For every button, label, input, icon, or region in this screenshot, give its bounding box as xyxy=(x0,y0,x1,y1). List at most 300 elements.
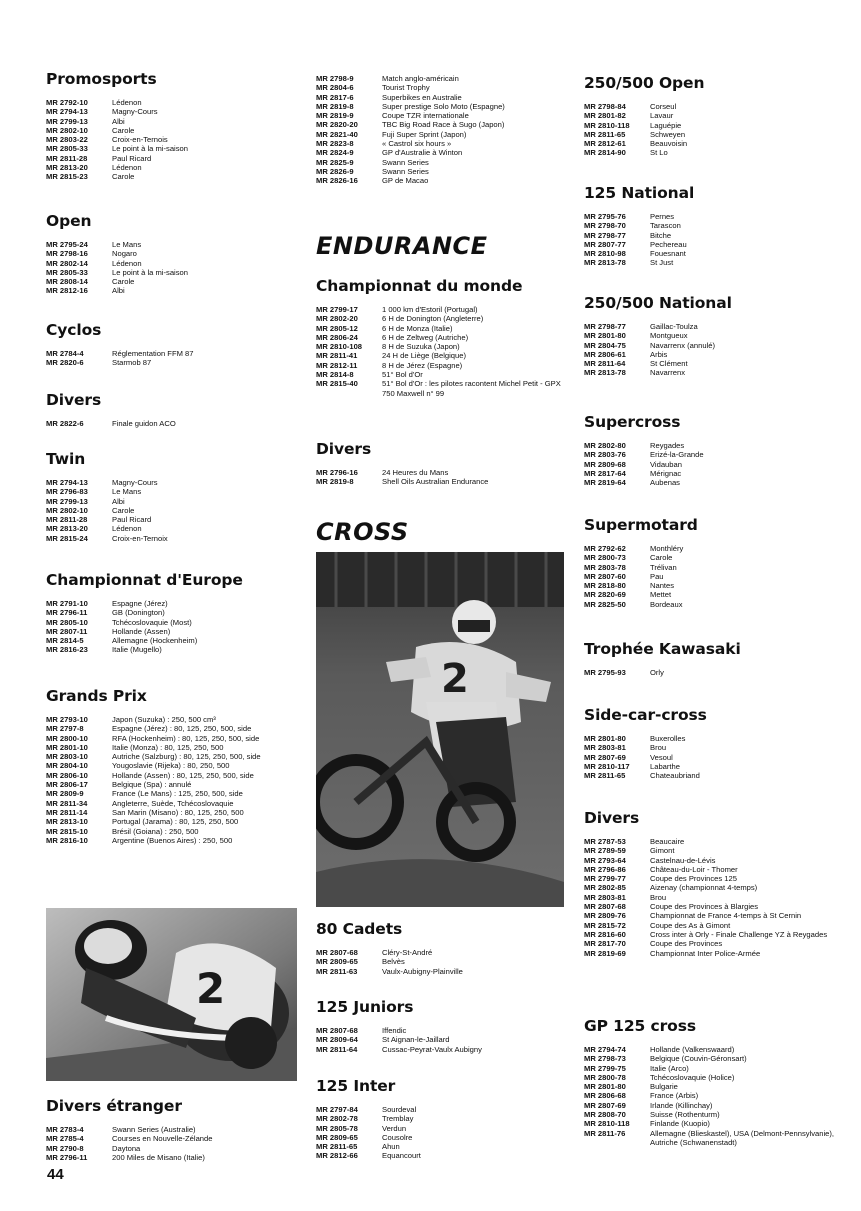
entry-list xyxy=(46,240,298,296)
issue-reference: MR 2806-68 xyxy=(584,1091,626,1101)
event-description: Cléry-St-André xyxy=(382,948,433,957)
issue-reference: MR 2804-75 xyxy=(584,340,626,350)
entry-list xyxy=(584,668,838,677)
event-description: Coupe des Provinces à Blargies xyxy=(650,902,759,912)
event-description: Réglementation FFM 87 xyxy=(112,349,194,358)
event-description: Ahun xyxy=(382,1142,400,1152)
issue-reference: MR 2812-11 xyxy=(316,360,358,370)
issue-reference: MR 2809-64 xyxy=(316,1035,358,1045)
event-description: Navarrenx (annulé) xyxy=(650,340,715,350)
section-title: Divers xyxy=(584,809,640,827)
issue-reference: MR 2799-13 xyxy=(46,116,88,126)
event-description: Sourdeval xyxy=(382,1105,417,1114)
list-item xyxy=(46,799,298,808)
event-description: 8 H de Suzuka (Japon) xyxy=(382,342,460,352)
issue-reference: MR 2808-14 xyxy=(46,277,88,287)
list-item xyxy=(46,524,298,533)
section-title: 250/500 Open xyxy=(584,74,705,92)
issue-reference: MR 2803-81 xyxy=(584,743,626,753)
event-description: Chateaubriand xyxy=(650,771,700,781)
event-description: Equancourt xyxy=(382,1151,421,1161)
event-description: France (Le Mans) : 125, 250, 500, side xyxy=(112,789,243,799)
section-title: Grands Prix xyxy=(46,687,147,705)
section-title: 80 Cadets xyxy=(316,920,403,938)
issue-reference: MR 2813-20 xyxy=(46,163,88,173)
issue-reference: MR 2794-13 xyxy=(46,478,88,487)
list-item xyxy=(46,608,298,617)
event-description: Daytona xyxy=(112,1143,141,1153)
event-description: TBC Big Road Race à Sugo (Japon) xyxy=(382,120,505,130)
issue-reference: MR 2798-84 xyxy=(584,102,626,111)
issue-reference: MR 2783-4 xyxy=(46,1125,84,1134)
issue-reference: MR 2816-60 xyxy=(584,929,626,939)
event-description: Tchécoslovaquie (Most) xyxy=(112,617,192,627)
list-item xyxy=(584,139,838,148)
list-item xyxy=(316,967,566,976)
list-item xyxy=(584,668,838,677)
issue-reference: MR 2811-63 xyxy=(316,966,358,976)
issue-reference: MR 2811-65 xyxy=(316,1142,358,1152)
event-description: Match anglo-américain xyxy=(382,74,459,83)
event-description: Italie (Mugello) xyxy=(112,645,162,655)
section-125-juniors xyxy=(316,998,566,1054)
list-item xyxy=(584,441,838,450)
issue-reference: MR 2809-9 xyxy=(46,789,84,799)
event-description: Cussac-Peyrat-Vaulx Aubigny xyxy=(382,1044,482,1054)
event-description: Monthléry xyxy=(650,544,684,553)
entry-list xyxy=(584,837,838,958)
issue-reference: MR 2803-10 xyxy=(46,752,88,762)
entry-list xyxy=(46,98,298,182)
list-item xyxy=(584,865,838,874)
list-item xyxy=(316,957,566,966)
section-title: 125 National xyxy=(584,184,695,202)
list-item xyxy=(584,1064,838,1073)
event-description: Labarthe xyxy=(650,761,680,771)
issue-reference: MR 2790-8 xyxy=(46,1143,84,1153)
event-description: Cross inter à Orly - Finale Challenge YZ à Reygades xyxy=(650,929,828,939)
list-item xyxy=(46,734,298,743)
event-description: Pechereau xyxy=(650,239,687,249)
issue-reference: MR 2796-86 xyxy=(584,864,626,874)
event-description: 1 000 km d'Estoril (Portugal) xyxy=(382,305,478,314)
list-item xyxy=(316,314,566,323)
list-item xyxy=(46,808,298,817)
entry-list xyxy=(316,948,566,976)
event-description: Croix-en-Ternoix xyxy=(112,533,168,543)
event-description: Arbis xyxy=(650,349,668,359)
list-item xyxy=(46,817,298,826)
event-description: Verdun xyxy=(382,1123,407,1133)
list-item xyxy=(584,322,838,331)
list-item xyxy=(584,581,838,590)
issue-reference: MR 2802-20 xyxy=(316,314,358,324)
list-item xyxy=(46,419,298,428)
cross-heading: CROSS xyxy=(316,518,409,546)
list-item xyxy=(46,636,298,645)
issue-reference: MR 2799-77 xyxy=(584,874,626,884)
list-item xyxy=(584,478,838,487)
section-125-national xyxy=(584,184,838,268)
list-item xyxy=(584,368,838,377)
issue-reference: MR 2798-70 xyxy=(584,221,626,231)
list-item xyxy=(316,130,566,139)
issue-reference: MR 2819-69 xyxy=(584,948,626,958)
event-description: Gaillac-Toulza xyxy=(650,322,698,331)
issue-reference: MR 2816-23 xyxy=(46,645,88,655)
event-description: Mettet xyxy=(650,590,672,600)
event-description: Italie (Arco) xyxy=(650,1063,689,1073)
issue-reference: MR 2804-10 xyxy=(46,761,88,771)
list-item xyxy=(316,1142,566,1151)
motocross-photo xyxy=(316,552,564,907)
issue-reference: MR 2826-9 xyxy=(316,166,354,176)
event-description: St Just xyxy=(650,258,674,268)
list-item xyxy=(584,771,838,780)
list-item xyxy=(584,469,838,478)
issue-reference: MR 2811-41 xyxy=(316,351,358,361)
list-item xyxy=(584,102,838,111)
event-description: Fouesnant xyxy=(650,249,686,259)
list-item xyxy=(584,949,838,958)
entry-list xyxy=(46,715,298,845)
issue-reference: MR 2808-70 xyxy=(584,1110,626,1120)
event-description: Navarrenx xyxy=(650,368,686,378)
event-description: Paul Ricard xyxy=(112,153,152,163)
issue-reference: MR 2806-24 xyxy=(316,332,358,342)
issue-reference: MR 2811-65 xyxy=(584,129,626,139)
issue-reference: MR 2820-6 xyxy=(46,358,84,368)
issue-reference: MR 2815-72 xyxy=(584,920,626,930)
list-item xyxy=(316,1045,566,1054)
list-item xyxy=(584,1054,838,1063)
issue-reference: MR 2801-10 xyxy=(46,742,88,752)
issue-reference: MR 2792-10 xyxy=(46,98,88,107)
event-description: Château-du-Loir - Thomer xyxy=(650,864,738,874)
issue-reference: MR 2805-33 xyxy=(46,267,88,277)
issue-reference: MR 2823-8 xyxy=(316,139,354,149)
event-description: Tchécoslovaquie (Holice) xyxy=(650,1072,735,1082)
list-item xyxy=(316,305,566,314)
event-description: Coupe des As à Gimont xyxy=(650,920,731,930)
list-item xyxy=(584,258,838,267)
list-item xyxy=(316,120,566,129)
event-description: Pau xyxy=(650,571,664,581)
list-item xyxy=(584,111,838,120)
list-item xyxy=(316,361,566,370)
list-item xyxy=(584,331,838,340)
list-item xyxy=(584,590,838,599)
event-description: Hollande (Assen) xyxy=(112,626,171,636)
issue-reference: MR 2820-69 xyxy=(584,590,626,600)
road-racing-photo-image xyxy=(46,908,297,1081)
event-description: St Lo xyxy=(650,148,668,158)
event-description: France (Arbis) xyxy=(650,1091,699,1101)
entry-list xyxy=(584,1045,838,1147)
event-description: Brou xyxy=(650,743,667,753)
event-description: Swann Series xyxy=(382,157,429,167)
issue-reference: MR 2805-10 xyxy=(46,617,88,627)
section-grands-prix xyxy=(46,687,298,845)
list-item xyxy=(584,762,838,771)
list-item xyxy=(584,240,838,249)
event-description: Yougoslavie (Rijeka) : 80, 250, 500 xyxy=(112,761,230,771)
issue-reference: MR 2814-90 xyxy=(584,148,626,158)
list-item xyxy=(46,771,298,780)
list-item xyxy=(46,277,298,286)
issue-reference: MR 2813-20 xyxy=(46,524,88,534)
issue-reference: MR 2813-78 xyxy=(584,368,626,378)
issue-reference: MR 2811-65 xyxy=(584,771,626,781)
issue-reference: MR 2806-61 xyxy=(584,349,626,359)
issue-reference: MR 2826-16 xyxy=(316,176,358,186)
entry-list xyxy=(46,478,298,543)
section-title: Divers xyxy=(316,440,372,458)
event-description: Autriche (Salzburg) : 80, 125, 250, 500, side xyxy=(112,752,261,762)
issue-reference: MR 2817-6 xyxy=(316,92,354,102)
event-description: Lavaur xyxy=(650,111,674,121)
event-description: Magny-Cours xyxy=(112,107,158,117)
section-divers-etranger xyxy=(46,1097,298,1162)
event-description: Bordeaux xyxy=(650,599,683,609)
section-title: Divers étranger xyxy=(46,1097,182,1115)
section-title: Divers xyxy=(46,391,102,409)
list-item xyxy=(46,506,298,515)
list-item xyxy=(46,752,298,761)
list-item xyxy=(316,148,566,157)
section-title: 125 Inter xyxy=(316,1077,396,1095)
event-description: Lédenon xyxy=(112,258,142,268)
event-description: Mérignac xyxy=(650,468,682,478)
issue-reference: MR 2797-8 xyxy=(46,724,84,734)
list-item xyxy=(584,231,838,240)
section-divers xyxy=(46,391,298,428)
list-item xyxy=(584,753,838,762)
issue-reference: MR 2792-62 xyxy=(584,544,626,553)
list-item xyxy=(46,98,298,107)
list-item xyxy=(584,874,838,883)
list-item xyxy=(46,743,298,752)
section-title: Side-car-cross xyxy=(584,706,707,724)
list-item xyxy=(316,74,566,83)
list-item xyxy=(584,1129,838,1148)
list-item xyxy=(584,883,838,892)
issue-reference: MR 2811-14 xyxy=(46,807,88,817)
event-description: Albi xyxy=(112,116,125,126)
section-promosports xyxy=(46,70,298,182)
event-description: 6 H de Monza (Italie) xyxy=(382,323,453,333)
event-description: 8 H de Jérez (Espagne) xyxy=(382,360,463,370)
list-item xyxy=(584,148,838,157)
event-description: Montgueux xyxy=(650,331,688,341)
issue-reference: MR 2796-11 xyxy=(46,608,88,618)
issue-reference: MR 2802-85 xyxy=(584,883,626,893)
list-item xyxy=(46,1153,298,1162)
entry-list xyxy=(584,322,838,378)
event-description: 200 Miles de Misano (Italie) xyxy=(112,1152,205,1162)
issue-reference: MR 2810-118 xyxy=(584,120,630,130)
issue-reference: MR 2819-8 xyxy=(316,101,354,111)
list-item xyxy=(584,1045,838,1054)
list-item xyxy=(46,249,298,258)
issue-reference: MR 2800-78 xyxy=(584,1072,626,1082)
issue-reference: MR 2807-69 xyxy=(584,752,626,762)
event-description: Corseul xyxy=(650,102,677,111)
list-item xyxy=(316,1133,566,1142)
section-title: Championnat d'Europe xyxy=(46,571,243,589)
event-description: Aizenay (championnat 4-temps) xyxy=(650,883,758,893)
event-description: Brésil (Goiana) : 250, 500 xyxy=(112,826,199,836)
event-description: Coupe des Provinces xyxy=(650,939,723,949)
event-description: Le Mans xyxy=(112,240,142,249)
issue-reference: MR 2809-68 xyxy=(584,459,626,469)
issue-reference: MR 2805-33 xyxy=(46,144,88,154)
issue-reference: MR 2819-8 xyxy=(316,477,354,487)
list-item xyxy=(316,477,566,486)
issue-reference: MR 2810-118 xyxy=(584,1119,630,1129)
event-description: 51° Bol d'Or xyxy=(382,370,423,380)
list-item xyxy=(584,1101,838,1110)
issue-reference: MR 2806-10 xyxy=(46,770,88,780)
event-description: 6 H de Donington (Angleterre) xyxy=(382,314,484,324)
issue-reference: MR 2794-74 xyxy=(584,1045,626,1054)
event-description: Carole xyxy=(650,553,673,563)
list-item xyxy=(46,497,298,506)
event-description: Lédenon xyxy=(112,524,142,534)
event-description: Croix-en-Ternois xyxy=(112,135,168,145)
event-description: Angleterre, Suède, Tchécoslovaquie xyxy=(112,798,234,808)
svg-text:2: 2 xyxy=(196,964,226,1013)
issue-reference: MR 2812-61 xyxy=(584,139,626,149)
issue-reference: MR 2802-10 xyxy=(46,505,88,515)
list-item xyxy=(584,1082,838,1091)
list-item xyxy=(46,478,298,487)
issue-reference: MR 2798-9 xyxy=(316,74,354,83)
section-250-500-national xyxy=(584,294,838,378)
event-description: Starmob 87 xyxy=(112,358,152,368)
section-125-inter xyxy=(316,1077,566,1161)
entry-list xyxy=(316,1026,566,1054)
entry-list xyxy=(584,441,838,487)
issue-reference: MR 2815-40 xyxy=(316,379,358,389)
issue-reference: MR 2810-98 xyxy=(584,249,626,259)
entry-list xyxy=(584,734,838,780)
issue-reference: MR 2789-59 xyxy=(584,846,626,856)
event-description: Courses en Nouvelle-Zélande xyxy=(112,1134,213,1144)
list-item xyxy=(46,1134,298,1143)
list-item xyxy=(316,1151,566,1160)
issue-reference: MR 2810-117 xyxy=(584,761,630,771)
event-description: « Castrol six hours » xyxy=(382,139,452,149)
list-item xyxy=(46,645,298,654)
issue-reference: MR 2799-17 xyxy=(316,305,358,314)
list-item xyxy=(46,827,298,836)
list-item xyxy=(46,268,298,277)
section-title: Trophée Kawasaki xyxy=(584,640,741,658)
issue-reference: MR 2812-16 xyxy=(46,286,88,296)
issue-reference: MR 2801-82 xyxy=(584,111,626,121)
event-description: Le Mans xyxy=(112,487,142,497)
list-item xyxy=(46,107,298,116)
issue-reference: MR 2817-70 xyxy=(584,939,626,949)
list-item xyxy=(316,333,566,342)
entry-list xyxy=(316,468,566,487)
section-title: Cyclos xyxy=(46,321,102,339)
entry-list xyxy=(46,599,298,655)
event-description: GP de Macao xyxy=(382,176,429,186)
list-item xyxy=(316,468,566,477)
section-international-races xyxy=(316,74,566,186)
event-description: Magny-Cours xyxy=(112,478,158,487)
event-description: Lédenon xyxy=(112,163,142,173)
event-description: San Marin (Misano) : 80, 125, 250, 500 xyxy=(112,807,244,817)
list-item xyxy=(584,846,838,855)
section-trophee-kawasaki xyxy=(584,640,838,677)
event-description: GB (Donington) xyxy=(112,608,165,618)
list-item xyxy=(46,515,298,524)
event-description: Carole xyxy=(112,505,135,515)
issue-reference: MR 2819-9 xyxy=(316,111,354,121)
list-item xyxy=(46,154,298,163)
issue-reference: MR 2810-108 xyxy=(316,342,363,352)
entry-list xyxy=(584,102,838,158)
event-description: Carole xyxy=(112,125,135,135)
list-item xyxy=(584,341,838,350)
issue-reference: MR 2802-10 xyxy=(46,125,88,135)
event-description: Nogaro xyxy=(112,249,137,259)
section-twin xyxy=(46,450,298,543)
issue-reference: MR 2798-73 xyxy=(584,1054,626,1064)
list-item xyxy=(584,212,838,221)
list-item xyxy=(584,1110,838,1119)
section-open xyxy=(46,212,298,296)
issue-reference: MR 2814-8 xyxy=(316,370,354,380)
issue-reference: MR 2807-68 xyxy=(316,948,358,957)
list-item xyxy=(584,221,838,230)
issue-reference: MR 2799-13 xyxy=(46,496,88,506)
list-item xyxy=(584,734,838,743)
list-item xyxy=(584,1119,838,1128)
event-description: Shell Oils Australian Endurance xyxy=(382,477,489,487)
issue-reference: MR 2800-10 xyxy=(46,733,88,743)
issue-reference: MR 2795-76 xyxy=(584,212,626,221)
list-item xyxy=(46,126,298,135)
section-side-car-cross xyxy=(584,706,838,780)
list-item xyxy=(46,836,298,845)
issue-reference: MR 2814-5 xyxy=(46,636,84,646)
section-title: Twin xyxy=(46,450,86,468)
event-description: Beauvoisin xyxy=(650,139,688,149)
list-item xyxy=(584,460,838,469)
entry-list xyxy=(46,1125,298,1162)
event-description: Le point à la mi-saison xyxy=(112,144,188,154)
event-description: Albi xyxy=(112,496,125,506)
motocross-photo-image xyxy=(316,552,564,907)
list-item xyxy=(584,743,838,752)
list-item xyxy=(316,102,566,111)
list-item xyxy=(584,544,838,553)
list-item xyxy=(46,286,298,295)
issue-reference: MR 2807-77 xyxy=(584,239,626,249)
issue-reference: MR 2819-64 xyxy=(584,478,626,488)
issue-reference: MR 2809-65 xyxy=(316,957,358,967)
endurance-heading: ENDURANCE xyxy=(316,232,488,260)
issue-reference: MR 2803-22 xyxy=(46,135,88,145)
list-item xyxy=(316,379,566,398)
event-description: Iffendic xyxy=(382,1026,407,1035)
issue-reference: MR 2785-4 xyxy=(46,1134,84,1144)
list-item xyxy=(46,627,298,636)
